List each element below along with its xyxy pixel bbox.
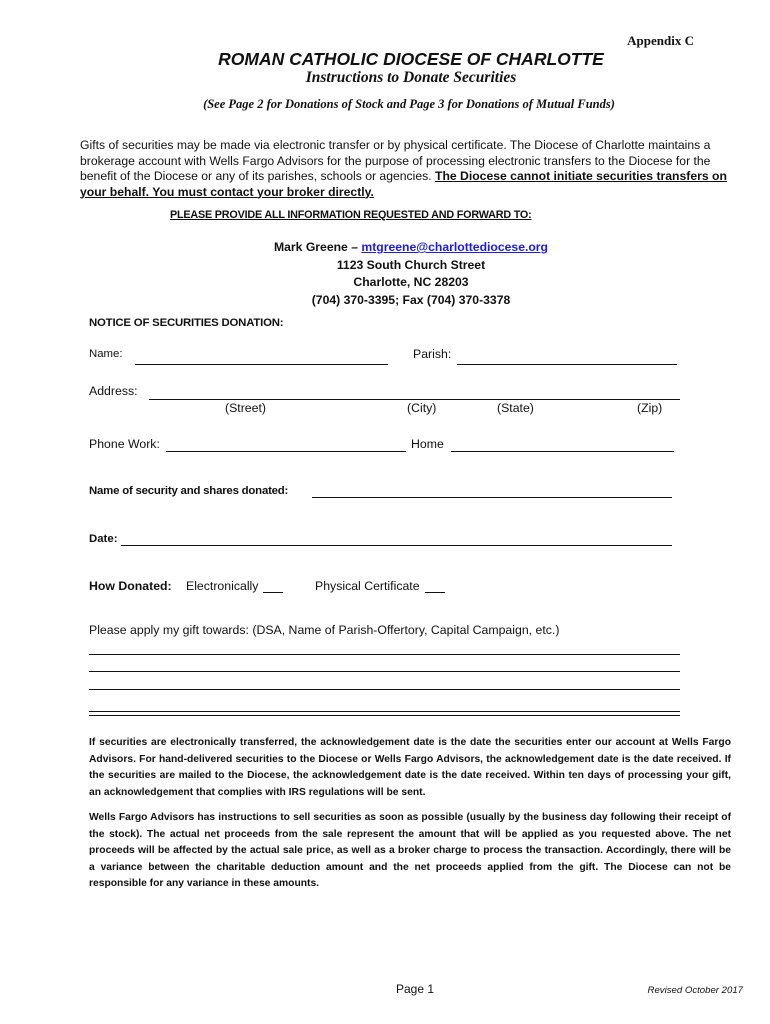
address-field[interactable]: [149, 399, 680, 400]
electronically-field[interactable]: [263, 592, 283, 593]
street-hint: (Street): [225, 401, 266, 415]
contact-city: Charlotte, NC 28203: [353, 275, 469, 289]
electronically-label: Electronically: [186, 579, 259, 593]
parish-field[interactable]: [457, 364, 677, 365]
zip-hint: (Zip): [637, 401, 663, 415]
name-label: Name:: [89, 348, 123, 360]
divider-top: [89, 711, 680, 712]
form-section-title: NOTICE OF SECURITIES DONATION:: [89, 317, 284, 329]
see-pages-note: (See Page 2 for Donations of Stock and Page 3 for Donations of Mutual Funds): [203, 97, 615, 111]
contact-street: 1123 South Church Street: [336, 257, 486, 272]
document-subtitle: Instructions to Donate Securities: [305, 69, 517, 86]
security-label: Name of security and shares donated:: [89, 485, 289, 497]
phone-work-label: Phone Work:: [89, 437, 160, 451]
state-hint: (State): [497, 401, 534, 415]
revised-date: Revised October 2017: [647, 985, 743, 996]
divider-bottom: [89, 715, 680, 716]
home-label: Home: [411, 437, 444, 451]
name-field[interactable]: [135, 364, 388, 365]
date-field[interactable]: [121, 545, 672, 546]
parish-label: Parish:: [413, 347, 452, 361]
contact-phone: (704) 370-3395; Fax (704) 370-3378: [311, 292, 511, 307]
apply-gift-line-1[interactable]: [89, 654, 680, 655]
please-provide-heading: PLEASE PROVIDE ALL INFORMATION REQUESTED AND FORWARD TO:: [170, 209, 532, 221]
security-field[interactable]: [312, 497, 672, 498]
notes-block: [89, 735, 731, 902]
contact-block: [0, 239, 770, 309]
document-title: ROMAN CATHOLIC DIOCESE OF CHARLOTTE: [218, 49, 604, 69]
phone-work-field[interactable]: [166, 451, 406, 452]
physical-certificate-field[interactable]: [425, 592, 445, 593]
notes-acknowledgement: If securities are electronically transferred, the acknowledgement date is the date the securities enter our account at Wells Fargo Advisors. For hand-delivered securities to the Diocese or Wells Fargo Advisors, the acknowledgement date is the date received. If the securities are mailed to the Diocese, the acknowledgement date is the date received. Within ten days of processing your gift, an acknowledgement that complies with IRS regulations will be sent.: [89, 737, 731, 798]
city-hint: (City): [407, 401, 437, 415]
page-number: Page 1: [396, 982, 435, 996]
appendix-label: Appendix C: [627, 33, 694, 48]
intro-emphasis: The Diocese cannot initiate securities transfers on your behalf. You must contact your broker directly.: [80, 169, 727, 199]
contact-email-link[interactable]: mtgreene@charlottediocese.org: [361, 240, 548, 254]
apply-gift-line-2[interactable]: [89, 671, 680, 672]
how-donated-label: How Donated:: [89, 579, 172, 593]
intro-text: Gifts of securities may be made via electronic transfer or by physical certificate. The Diocese of Charlotte maintains a brokerage account with Wells Fargo Advisors for the purpose of processing electronic transfers to the Diocese for the benefit of the Diocese or any of its parishes, schools or agencies.: [80, 138, 711, 183]
contact-name-line: [52, 239, 770, 257]
home-phone-field[interactable]: [451, 451, 674, 452]
address-label: Address:: [89, 384, 138, 398]
apply-gift-label: Please apply my gift towards: (DSA, Name of Parish-Offertory, Capital Campaign, etc.): [89, 623, 560, 637]
date-label: Date:: [89, 533, 118, 545]
contact-name: Mark Greene –: [273, 240, 362, 254]
apply-gift-line-3[interactable]: [89, 689, 680, 690]
intro-paragraph: [80, 138, 740, 200]
notes-sale-variance: Wells Fargo Advisors has instructions to sell securities as soon as possible (usually by the business day following their receipt of the stock). The actual net proceeds from the sale represent the amount that will be applied as you requested above. The net proceeds will be affected by the actual sale price, as well as a broker charge to process the transaction. Accordingly, there will be a variance between the charitable deduction amount and the net proceeds applied from the gift. The Diocese can not be responsible for any variance in these amounts.: [89, 812, 731, 889]
physical-certificate-label: Physical Certificate: [315, 579, 420, 593]
